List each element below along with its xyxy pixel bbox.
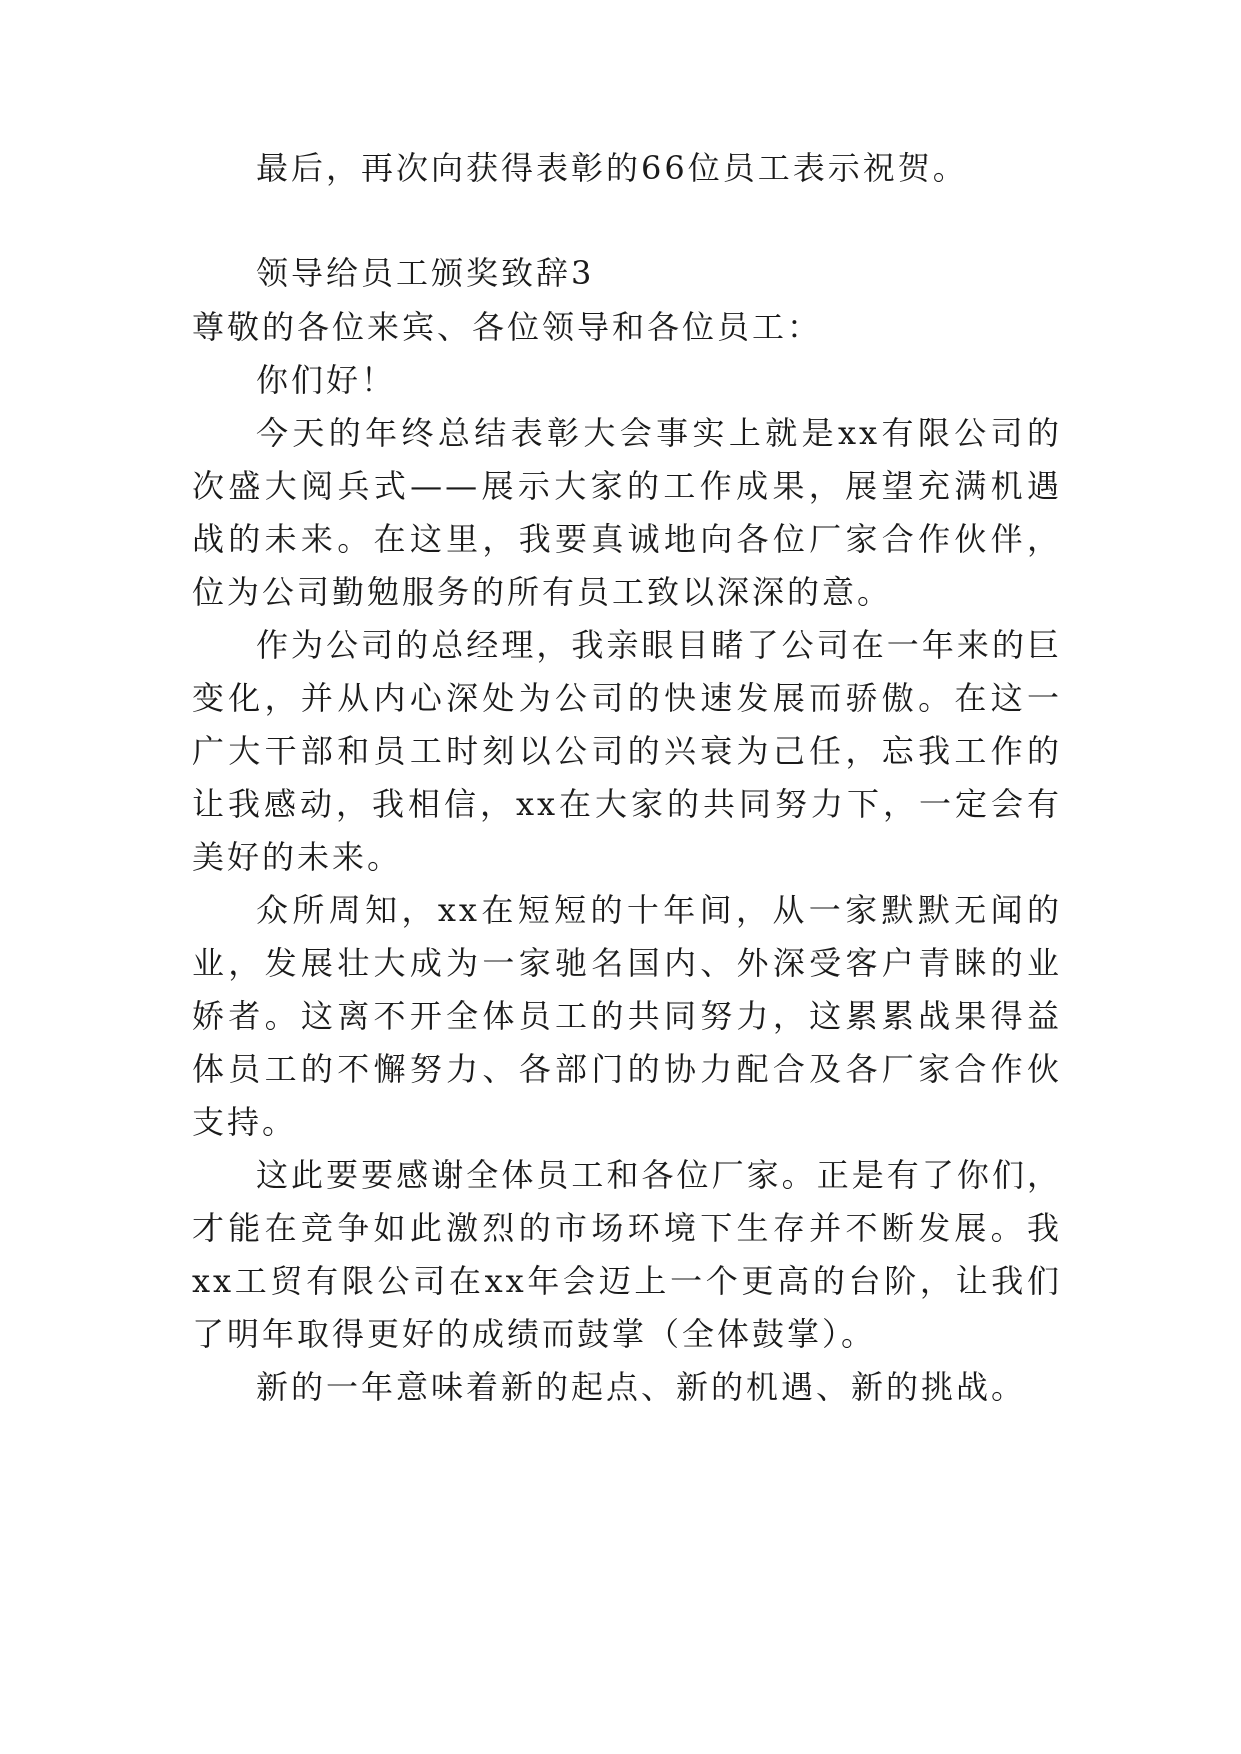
paragraph-3-line: 众所周知，xx在短短的十年间，从一家默默无闻的 <box>256 891 1062 929</box>
paragraph-4-line: 了明年取得更好的成绩而鼓掌（全体鼓掌）。 <box>192 1315 877 1353</box>
section-heading: 领导给员工颁奖致辞3 <box>256 254 595 292</box>
paragraph-3-line: 支持。 <box>192 1103 298 1141</box>
paragraph-2-line: 变化，并从内心深处为公司的快速发展而骄傲。在这一 <box>192 679 1062 717</box>
paragraph-1-line: 次盛大阅兵式——展示大家的工作成果，展望充满机遇 <box>192 467 1062 505</box>
paragraph-4-line: xx工贸有限公司在xx年会迈上一个更高的台阶，让我们 <box>192 1262 1062 1300</box>
greeting: 你们好！ <box>256 361 397 399</box>
paragraph-3-line: 业，发展壮大成为一家驰名国内、外深受客户青睐的业 <box>192 944 1062 982</box>
paragraph-2-line: 广大干部和员工时刻以公司的兴衰为己任，忘我工作的 <box>192 732 1062 770</box>
paragraph-1-line: 今天的年终总结表彰大会事实上就是xx有限公司的 <box>256 414 1062 452</box>
paragraph-1-line: 位为公司勤勉服务的所有员工致以深深的意。 <box>192 573 893 611</box>
paragraph-4-line: 这此要要感谢全体员工和各位厂家。正是有了你们， <box>256 1156 1062 1194</box>
paragraph-3-line: 娇者。这离不开全体员工的共同努力，这累累战果得益 <box>192 997 1062 1035</box>
paragraph-2-line: 美好的未来。 <box>192 838 403 876</box>
paragraph-4-line: 才能在竞争如此激烈的市场环境下生存并不断发展。我 <box>192 1209 1062 1247</box>
paragraph-2-line: 让我感动，我相信，xx在大家的共同努力下，一定会有 <box>192 785 1062 823</box>
paragraph-2-line: 作为公司的总经理，我亲眼目睹了公司在一年来的巨 <box>256 626 1062 664</box>
salutation: 尊敬的各位来宾、各位领导和各位员工： <box>192 308 823 346</box>
paragraph-3-line: 体员工的不懈努力、各部门的协力配合及各厂家合作伙 <box>192 1050 1062 1088</box>
paragraph-1-line: 战的未来。在这里，我要真诚地向各位厂家合作伙伴， <box>192 520 1062 558</box>
closing-line: 最后，再次向获得表彰的66位员工表示祝贺。 <box>256 149 968 187</box>
paragraph-5-line: 新的一年意味着新的起点、新的机遇、新的挑战。 <box>256 1368 1027 1406</box>
